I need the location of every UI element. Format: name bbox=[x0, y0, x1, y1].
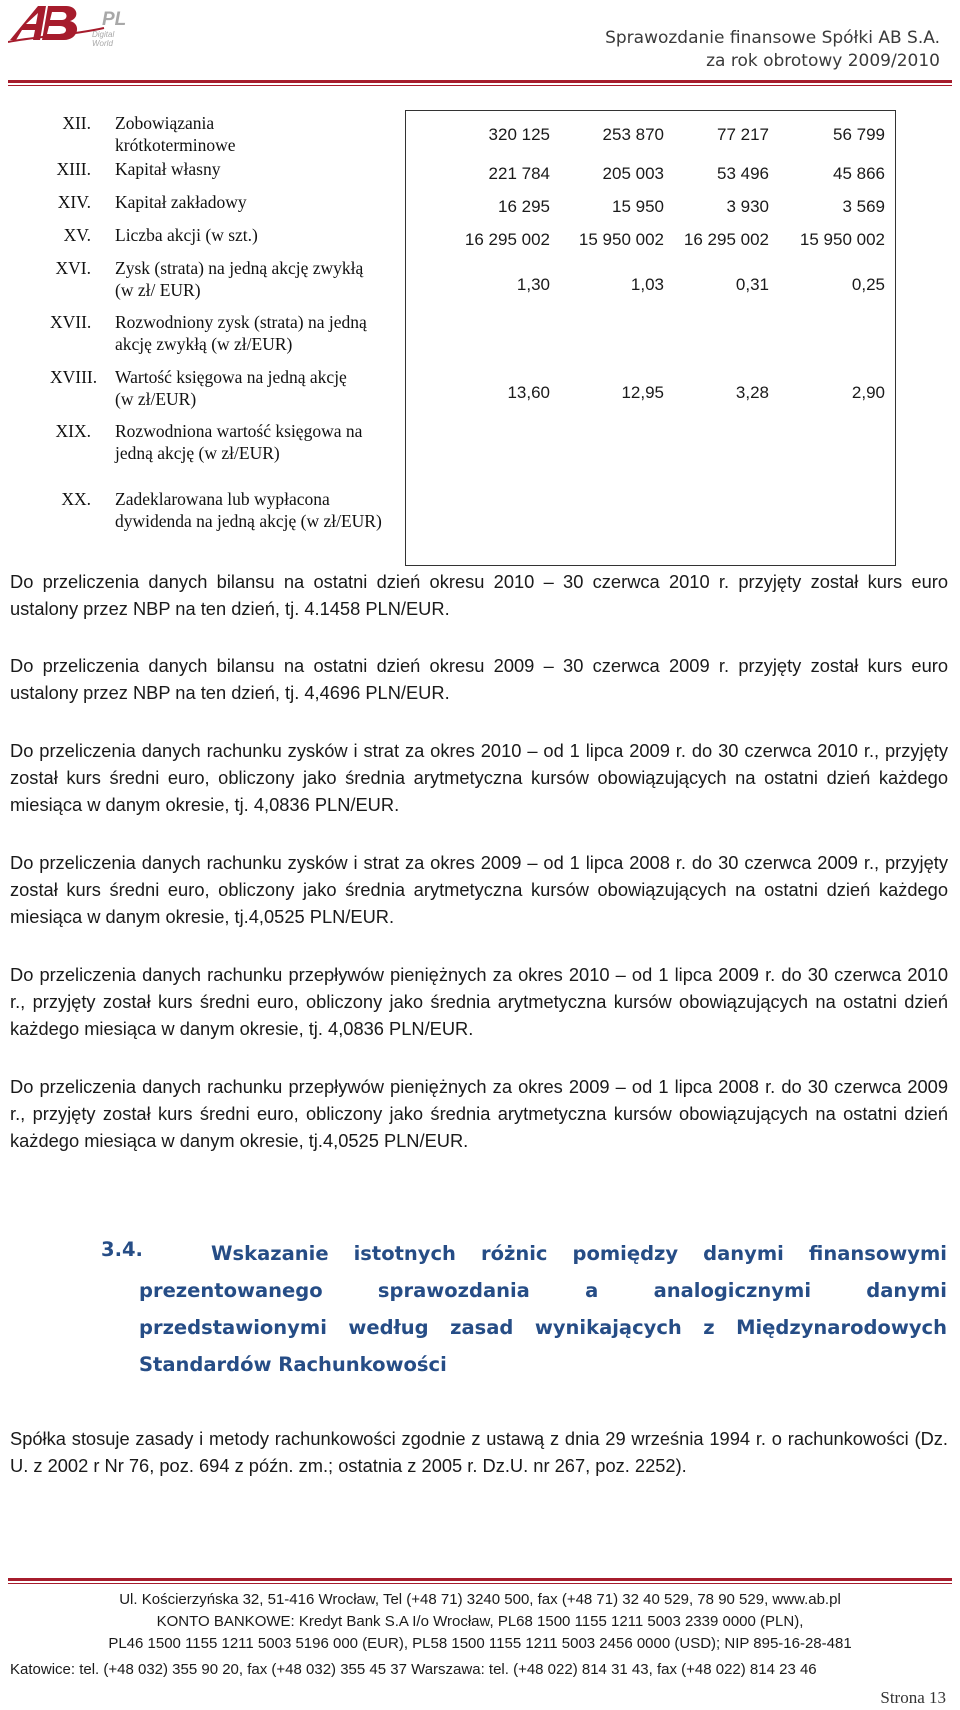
table-row bbox=[405, 382, 896, 404]
footer-divider bbox=[8, 1578, 952, 1581]
cell-value: 16 295 002 bbox=[464, 230, 550, 249]
cell-value: 45 866 bbox=[833, 164, 885, 183]
accounting-policy-paragraph: Spółka stosuje zasady i metody rachunkowości zgodnie z ustawą z dnia 29 września 1994 r. o rachunkowości (Dz. U. z 2002 r Nr 76, poz. 694 z późn. zm.; ostatnia z 2005 r. Dz.U. nr 267, poz. 2252). bbox=[10, 1428, 948, 1476]
cell-value: 3 569 bbox=[842, 197, 885, 216]
exchange-rate-note: Do przeliczenia danych rachunku przepływów pieniężnych za okres 2009 – od 1 lipca 2008 r. do 30 czerwca 2009 r., przyjęty został kurs średni euro, obliczony jako średnia arytmetyczna kursów obowiązujących na ostatni dzień każdego miesiąca w danym okresie, tj.4,0525 PLN/EUR. bbox=[10, 1076, 948, 1151]
exchange-rate-note: Do przeliczenia danych rachunku zysków i strat za okres 2010 – od 1 lipca 2009 r. do 30 czerwca 2010 r., przyjęty został kurs średni euro, obliczony jako średnia arytmetyczna kursów obowiązujących na ostatni dzień każdego miesiąca w danym okresie, tj. 4,0836 PLN/EUR. bbox=[10, 740, 948, 815]
cell-value: 3 930 bbox=[726, 197, 769, 216]
cell-value: 15 950 002 bbox=[578, 230, 664, 249]
cell-value: 1,30 bbox=[516, 275, 550, 294]
header-divider bbox=[8, 80, 952, 83]
section-number: 3.4. bbox=[101, 1238, 143, 1261]
exchange-rate-note: Do przeliczenia danych rachunku przepływów pieniężnych za okres 2010 – od 1 lipca 2009 r. do 30 czerwca 2010 r., przyjęty został kurs średni euro, obliczony jako średnia arytmetyczna kursów obowiązujących na ostatni dzień każdego miesiąca w danym okresie, tj. 4,0836 PLN/EUR. bbox=[10, 964, 948, 1039]
cell-value: 16 295 bbox=[498, 197, 550, 216]
row-number: XV. bbox=[63, 225, 91, 245]
header-title: Sprawozdanie finansowe Spółki AB S.A. bbox=[605, 28, 940, 48]
footer-divider-thin bbox=[8, 1583, 952, 1584]
exchange-rate-note: Do przeliczenia danych bilansu na ostatni dzień okresu 2010 – 30 czerwca 2010 r. przyjęty został kurs euro ustalony przez NBP na ten dzień, tj. 4.1458 PLN/EUR. bbox=[10, 571, 948, 619]
footer-address: Ul. Kościerzyńska 32, 51-416 Wrocław, Tel (+48 71) 3240 500, fax (+48 71) 32 40 529, 78 90 529, www.ab.pl bbox=[119, 1591, 841, 1608]
row-label: Rozwodniona wartość księgowa na jedną akcję (w zł/EUR) bbox=[115, 421, 363, 463]
row-label: Zadeklarowana lub wypłacona dywidenda na jedną akcję (w zł/EUR) bbox=[115, 489, 382, 531]
cell-value: 15 950 002 bbox=[799, 230, 885, 249]
cell-value: 253 870 bbox=[602, 125, 664, 144]
cell-value: 56 799 bbox=[833, 125, 885, 144]
exchange-rate-note: Do przeliczenia danych bilansu na ostatni dzień okresu 2009 – 30 czerwca 2009 r. przyjęty został kurs euro ustalony przez NBP na ten dzień, tj. 4,4696 PLN/EUR. bbox=[10, 655, 948, 703]
row-label: Zobowiązania krótkoterminowe bbox=[115, 113, 236, 155]
cell-value: 15 950 bbox=[612, 197, 664, 216]
row-label: Liczba akcji (w szt.) bbox=[115, 225, 258, 245]
row-number: XIX. bbox=[55, 421, 91, 441]
row-label: Wartość księgowa na jedną akcję (w zł/EUR) bbox=[115, 367, 347, 409]
row-number: XVI. bbox=[55, 258, 91, 278]
row-number: XX. bbox=[61, 489, 91, 509]
cell-value: 13,60 bbox=[507, 383, 550, 402]
header-divider-thin bbox=[8, 85, 952, 86]
cell-value: 320 125 bbox=[488, 125, 550, 144]
page-number: Strona 13 bbox=[880, 1688, 946, 1707]
cell-value: 221 784 bbox=[488, 164, 550, 183]
row-label: Rozwodniony zysk (strata) na jedną akcję zwykłą (w zł/EUR) bbox=[115, 312, 367, 354]
row-label: Zysk (strata) na jedną akcję zwykłą (w zł/ EUR) bbox=[115, 258, 364, 300]
cell-value: 205 003 bbox=[602, 164, 664, 183]
section-heading bbox=[139, 1235, 947, 1383]
cell-value: 0,31 bbox=[735, 275, 769, 294]
exchange-rate-note: Do przeliczenia danych rachunku zysków i strat za okres 2009 – od 1 lipca 2008 r. do 30 czerwca 2009 r., przyjęty został kurs średni euro, obliczony jako średnia arytmetyczna kursów obowiązujących na ostatni dzień każdego miesiąca w danym okresie, tj.4,0525 PLN/EUR. bbox=[10, 852, 948, 927]
cell-value: 1,03 bbox=[630, 275, 664, 294]
company-logo bbox=[8, 0, 128, 48]
row-label: Kapitał zakładowy bbox=[115, 192, 247, 212]
row-number: XII. bbox=[62, 113, 91, 133]
cell-value: 0,25 bbox=[851, 275, 885, 294]
logo-subtitle: Digital World bbox=[92, 30, 115, 48]
document-header bbox=[605, 27, 940, 73]
logo-text: PL bbox=[102, 9, 127, 30]
cell-value: 12,95 bbox=[621, 383, 664, 402]
footer-bank-account: KONTO BANKOWE: Kredyt Bank S.A I/o Wrocław, PL68 1500 1155 1211 5003 2339 0000 (PLN), bbox=[156, 1613, 804, 1630]
table-row bbox=[405, 124, 896, 146]
row-number: XIV. bbox=[57, 192, 91, 212]
cell-value: 53 496 bbox=[717, 164, 769, 183]
footer-branch-contacts: Katowice: tel. (+48 032) 355 90 20, fax (+48 032) 355 45 37 Warszawa: tel. (+48 022) 814 31 43, fax (+48 022) 814 23 46 bbox=[10, 1661, 817, 1678]
row-number: XVIII. bbox=[50, 367, 98, 387]
cell-value: 2,90 bbox=[851, 383, 885, 402]
table-row bbox=[405, 229, 896, 251]
cell-value: 3,28 bbox=[735, 383, 769, 402]
footer-bank-accounts: PL46 1500 1155 1211 5003 5196 000 (EUR), PL58 1500 1155 1211 5003 2456 0000 (USD); NIP 895-16-28-481 bbox=[108, 1635, 852, 1652]
table-row bbox=[405, 196, 896, 218]
row-number: XIII. bbox=[56, 159, 91, 179]
row-number: XVII. bbox=[50, 312, 92, 332]
table-row bbox=[405, 163, 896, 185]
table-row bbox=[405, 274, 896, 296]
cell-value: 16 295 002 bbox=[683, 230, 769, 249]
header-period: za rok obrotowy 2009/2010 bbox=[706, 51, 940, 71]
row-label: Kapitał własny bbox=[115, 159, 221, 179]
cell-value: 77 217 bbox=[717, 125, 769, 144]
section-title: Wskazanie istotnych różnic pomiędzy danymi finansowymi prezentowanego sprawozdania a analogicznymi danymi przedstawionymi według zasad wynikających z Międzynarodowych Standardów Rachunkowości bbox=[139, 1242, 947, 1376]
